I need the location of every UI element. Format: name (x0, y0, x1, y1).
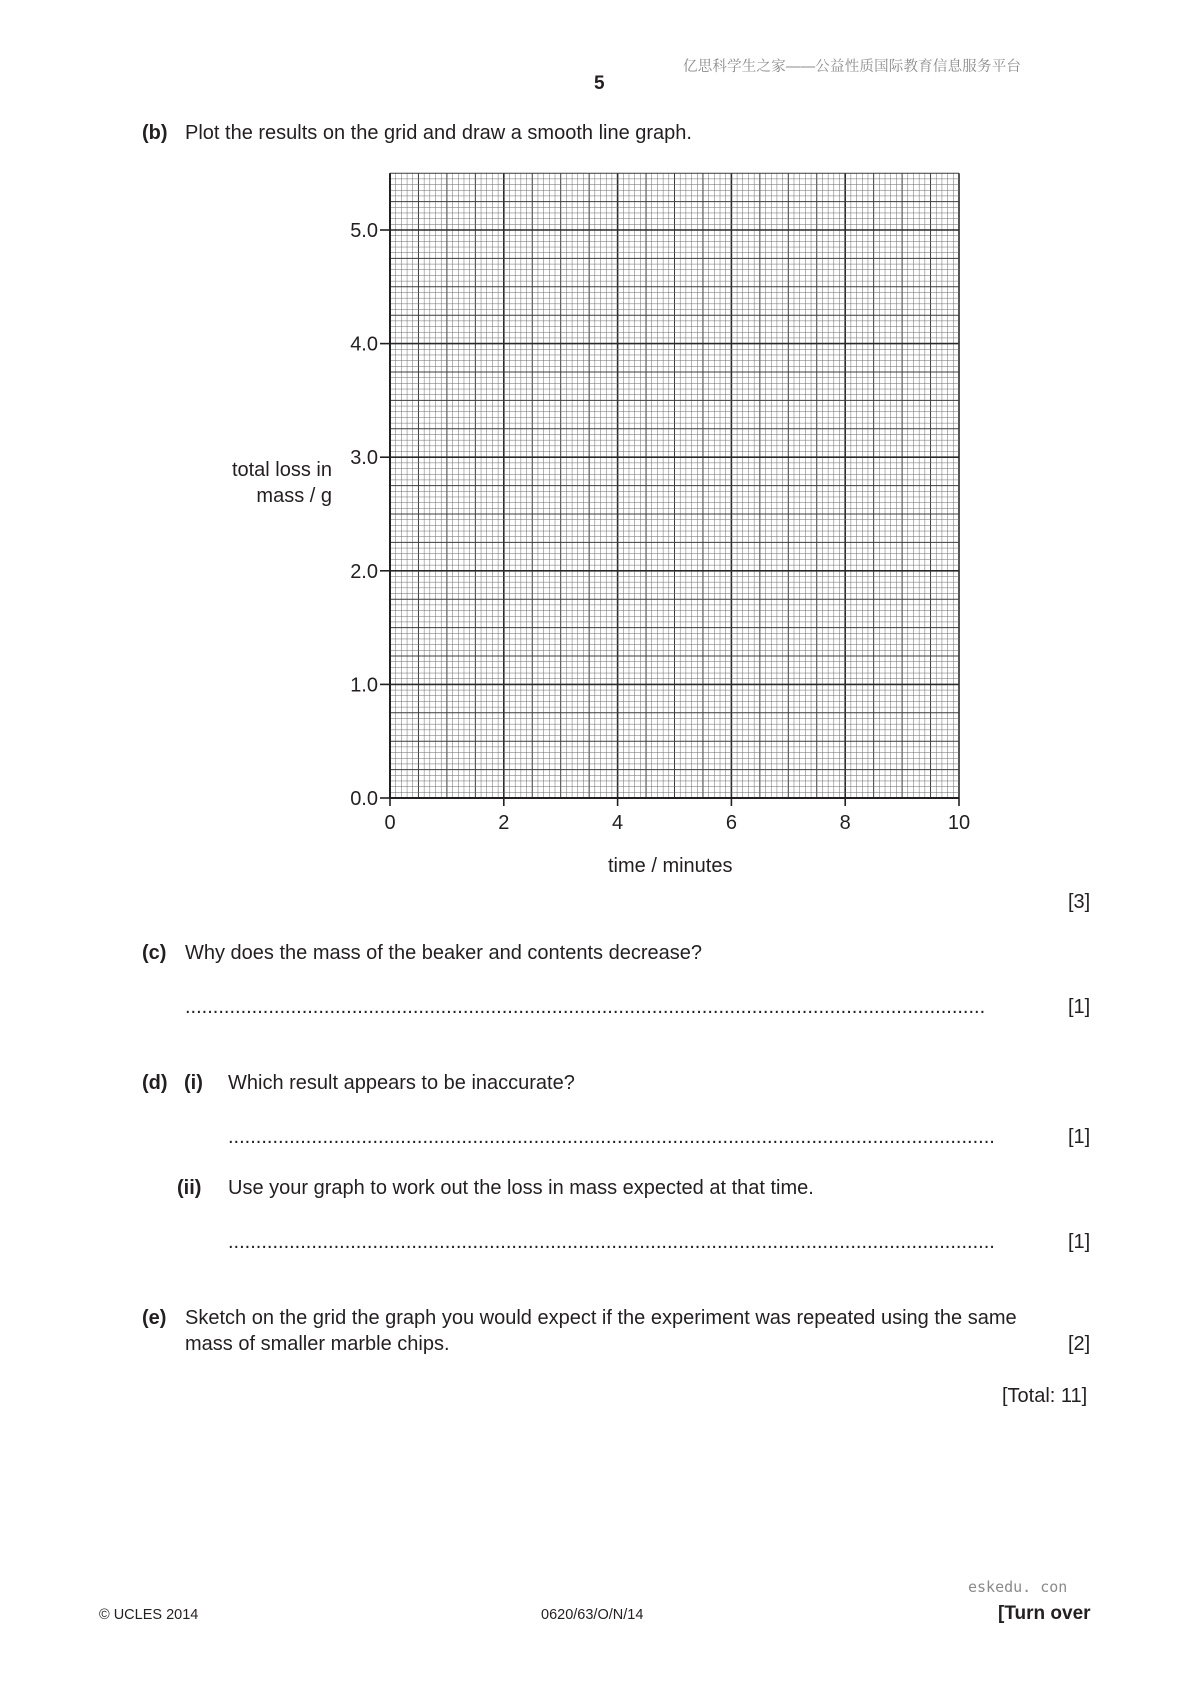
question-d-ii-text: Use your graph to work out the loss in mass expected at that time. (228, 1177, 814, 1199)
y-axis-label-line1: total loss in (231, 459, 332, 481)
y-axis-label-line2: mass / g (256, 485, 332, 507)
turn-over: [Turn over (998, 1603, 1091, 1624)
question-d-i-label: (i) (184, 1072, 203, 1094)
y-tick-label: 3.0 (350, 447, 378, 470)
x-axis-label: time / minutes (608, 855, 733, 877)
header-watermark: 亿思科学生之家——公益性质国际教育信息服务平台 (683, 59, 1022, 75)
x-tick-label: 4 (612, 812, 624, 834)
y-tick-label: 1.0 (350, 674, 378, 697)
x-tick-label: 10 (947, 812, 971, 834)
question-c-text: Why does the mass of the beaker and contents decrease? (185, 942, 702, 964)
footer-paper-code: 0620/63/O/N/14 (541, 1607, 644, 1623)
y-axis-label (190, 457, 332, 509)
question-e-text-line1: Sketch on the grid the graph you would expect if the experiment was repeated using the same (185, 1307, 1017, 1329)
y-tick-label: 4.0 (350, 333, 378, 356)
y-tick-label: 2.0 (350, 560, 378, 583)
question-d-label: (d) (142, 1072, 168, 1094)
question-c-label: (c) (142, 942, 167, 964)
question-e-label: (e) (142, 1307, 167, 1329)
x-tick-label: 2 (498, 812, 510, 834)
answer-line-c[interactable]: ................................................................................................................................................ (185, 996, 986, 1018)
y-tick-label: 5.0 (350, 220, 378, 242)
total-marks: [Total: 11] (1002, 1385, 1088, 1407)
question-e-text-line2: mass of smaller marble chips. (185, 1333, 450, 1355)
answer-line-d-i[interactable]: .......................................................................................................................................... (228, 1126, 995, 1148)
question-b-text: Plot the results on the grid and draw a smooth line graph. (185, 122, 692, 144)
question-d-ii-marks: [1] (1068, 1231, 1091, 1253)
question-d-i-text: Which result appears to be inaccurate? (228, 1072, 575, 1094)
page-number: 5 (594, 73, 605, 94)
question-b-marks: [3] (1068, 891, 1091, 913)
question-b-label: (b) (142, 122, 168, 144)
x-tick-label: 6 (725, 812, 737, 834)
x-tick-label: 0 (384, 812, 396, 834)
question-d-i-marks: [1] (1068, 1126, 1091, 1148)
site-watermark: eskedu. con (968, 1578, 1068, 1596)
question-d-ii-label: (ii) (177, 1177, 202, 1199)
answer-line-d-ii[interactable]: .......................................................................................................................................... (228, 1231, 995, 1253)
y-tick-label: 0.0 (350, 788, 378, 810)
footer-copyright: © UCLES 2014 (99, 1607, 199, 1623)
question-c-marks: [1] (1068, 996, 1091, 1018)
x-tick-label: 8 (839, 812, 851, 834)
question-e-marks: [2] (1068, 1333, 1091, 1355)
